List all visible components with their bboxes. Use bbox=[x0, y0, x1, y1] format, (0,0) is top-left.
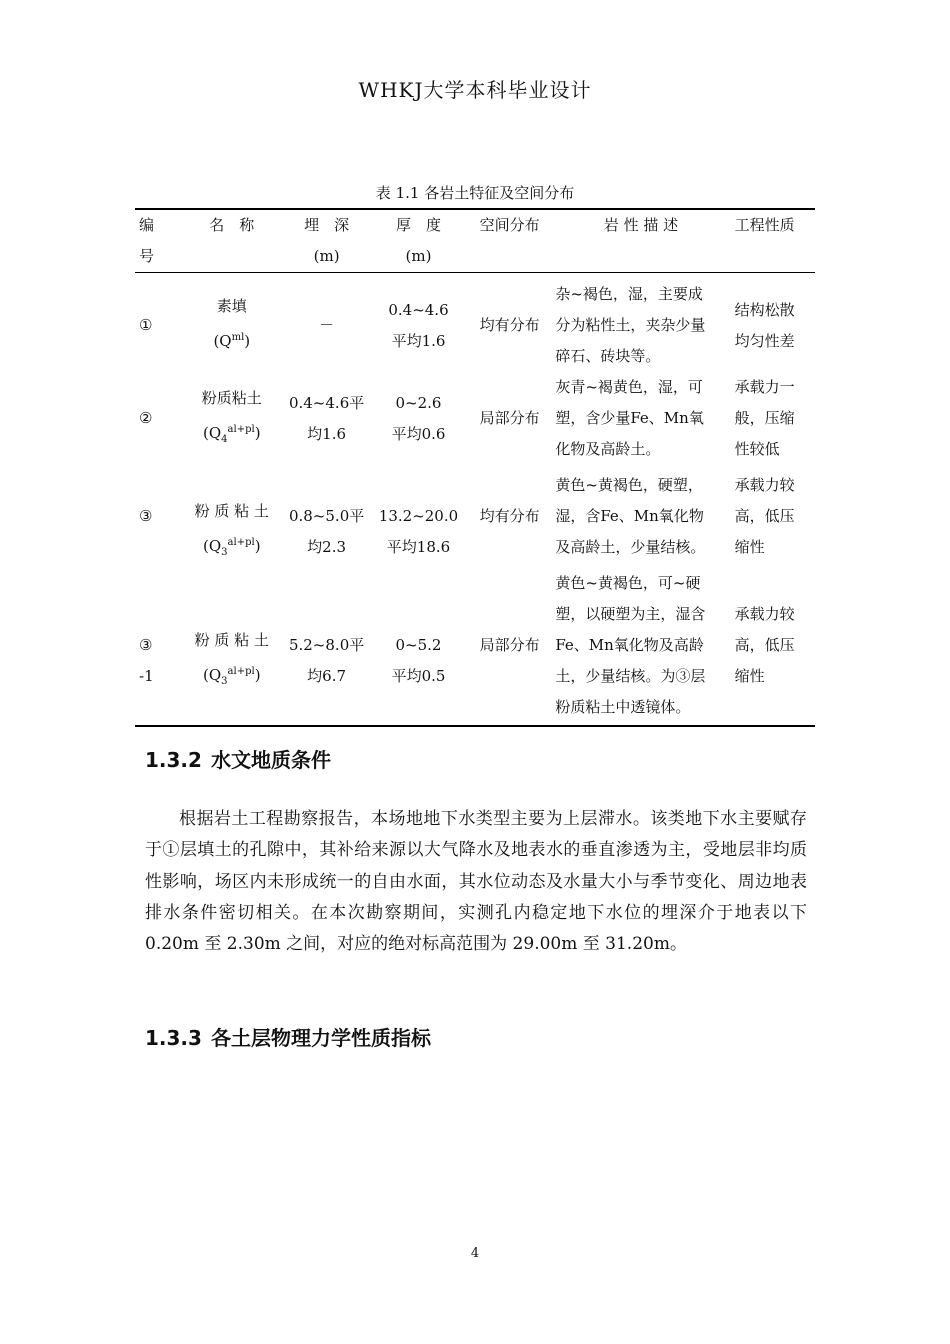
header-property: 工程性质 bbox=[734, 216, 795, 234]
section-title: 各土层物理力学性质指标 bbox=[211, 1026, 431, 1050]
header-id-line1: 编 bbox=[139, 216, 155, 234]
page-number: 4 bbox=[470, 1246, 480, 1261]
row-description: 灰青~褐黄色，湿，可 塑，含少量Fe、Mn氧 化物及高龄土。 bbox=[555, 378, 704, 458]
section-title: 水文地质条件 bbox=[211, 748, 331, 772]
row-depth: － bbox=[319, 316, 335, 334]
header-thickness: 厚 度 bbox=[395, 216, 441, 234]
section-number: 1.3.3 bbox=[145, 1026, 202, 1050]
page-header: WHKJ大学本科毕业设计 bbox=[358, 78, 592, 102]
soil-characteristics-table bbox=[135, 208, 815, 727]
row-distribution: 局部分布 bbox=[479, 636, 540, 654]
table-row bbox=[135, 465, 815, 568]
section-heading-1-3-3 bbox=[145, 1022, 431, 1051]
row-distribution: 局部分布 bbox=[479, 409, 540, 427]
table-row bbox=[135, 273, 815, 373]
row-distribution: 均有分布 bbox=[479, 507, 540, 525]
row-property: 承载力较 高，低压 缩性 bbox=[734, 605, 795, 685]
table-row bbox=[135, 372, 815, 465]
row-name: 粉 质 粘 土 $(Q_3^{al+pl})$ bbox=[194, 631, 269, 687]
row-property: 承载力一 般，压缩 性较低 bbox=[734, 378, 795, 458]
header-name: 名 称 bbox=[209, 216, 255, 234]
row-depth: 0.4~4.6平 均1.6 bbox=[288, 393, 365, 443]
section-number: 1.3.2 bbox=[145, 748, 202, 772]
row-depth: 5.2~8.0平 均6.7 bbox=[288, 636, 365, 685]
row-thickness: 0~2.6 平均0.6 bbox=[391, 393, 446, 443]
header-description: 岩 性 描 述 bbox=[603, 216, 679, 234]
row-distribution: 均有分布 bbox=[479, 316, 540, 334]
header-depth: 埋 深 bbox=[304, 216, 350, 234]
row-name: 粉 质 粘 土 $(Q_3^{al+pl})$ bbox=[194, 502, 269, 558]
row-id: ③ bbox=[139, 507, 153, 525]
row-depth: 0.8~5.0平 均2.3 bbox=[288, 507, 365, 556]
header-distribution: 空间分布 bbox=[479, 216, 540, 234]
header-id-line2: 号 bbox=[135, 241, 179, 273]
row-name: 粉质粘土 $(Q_4^{al+pl})$ bbox=[201, 388, 262, 445]
row-description: 黄色~黄褐色，硬塑， 湿，含Fe、Mn氧化物 及高龄土，少量结核。 bbox=[555, 476, 706, 556]
row-property: 结构松散 均匀性差 bbox=[734, 300, 795, 350]
row-thickness: 13.2~20.0 平均18.6 bbox=[378, 507, 459, 556]
header-depth-unit: (m) bbox=[284, 241, 369, 273]
row-id: ③ -1 bbox=[139, 636, 154, 685]
row-name: 素填 $(Q^{ml})$ bbox=[213, 296, 251, 350]
row-description: 杂~褐色，湿，主要成 分为粘性土，夹杂少量 碎石、砖块等。 bbox=[555, 285, 706, 365]
hydrogeology-paragraph: 根据岩土工程勘察报告，本场地地下水类型主要为上层滞水。该类地下水主要赋存于①层填土的孔隙中，其补给来源以大气降水及地表水的垂直渗透为主，受地层非均质性影响，场区内未形成统一的自由水面，其水位动态及水量大小与季节变化、周边地表排水条件密切相关。在本次勘察期间，实测孔内稳定地下水位的埋深介于地表以下 0.20m 至 2.30m 之间，对应的绝对标高范围为 29.00m 至 31.20m。 bbox=[145, 809, 807, 955]
row-property: 承载力较 高，低压 缩性 bbox=[734, 476, 795, 556]
section-heading-1-3-2 bbox=[145, 744, 331, 773]
row-thickness: 0~5.2 平均0.5 bbox=[391, 636, 446, 685]
row-description: 黄色~黄褐色，可~硬 塑，以硬塑为主，湿含 Fe、Mn氧化物及高龄 土，少量结核。为③层 粉质粘土中透镜体。 bbox=[555, 574, 706, 716]
table-row bbox=[135, 568, 815, 726]
header-thickness-unit: (m) bbox=[369, 241, 468, 273]
row-id: ② bbox=[139, 409, 153, 427]
row-thickness: 0.4~4.6 平均1.6 bbox=[388, 300, 449, 350]
table-caption: 表 1.1 各岩土特征及空间分布 bbox=[375, 184, 575, 202]
row-id: ① bbox=[139, 316, 153, 334]
